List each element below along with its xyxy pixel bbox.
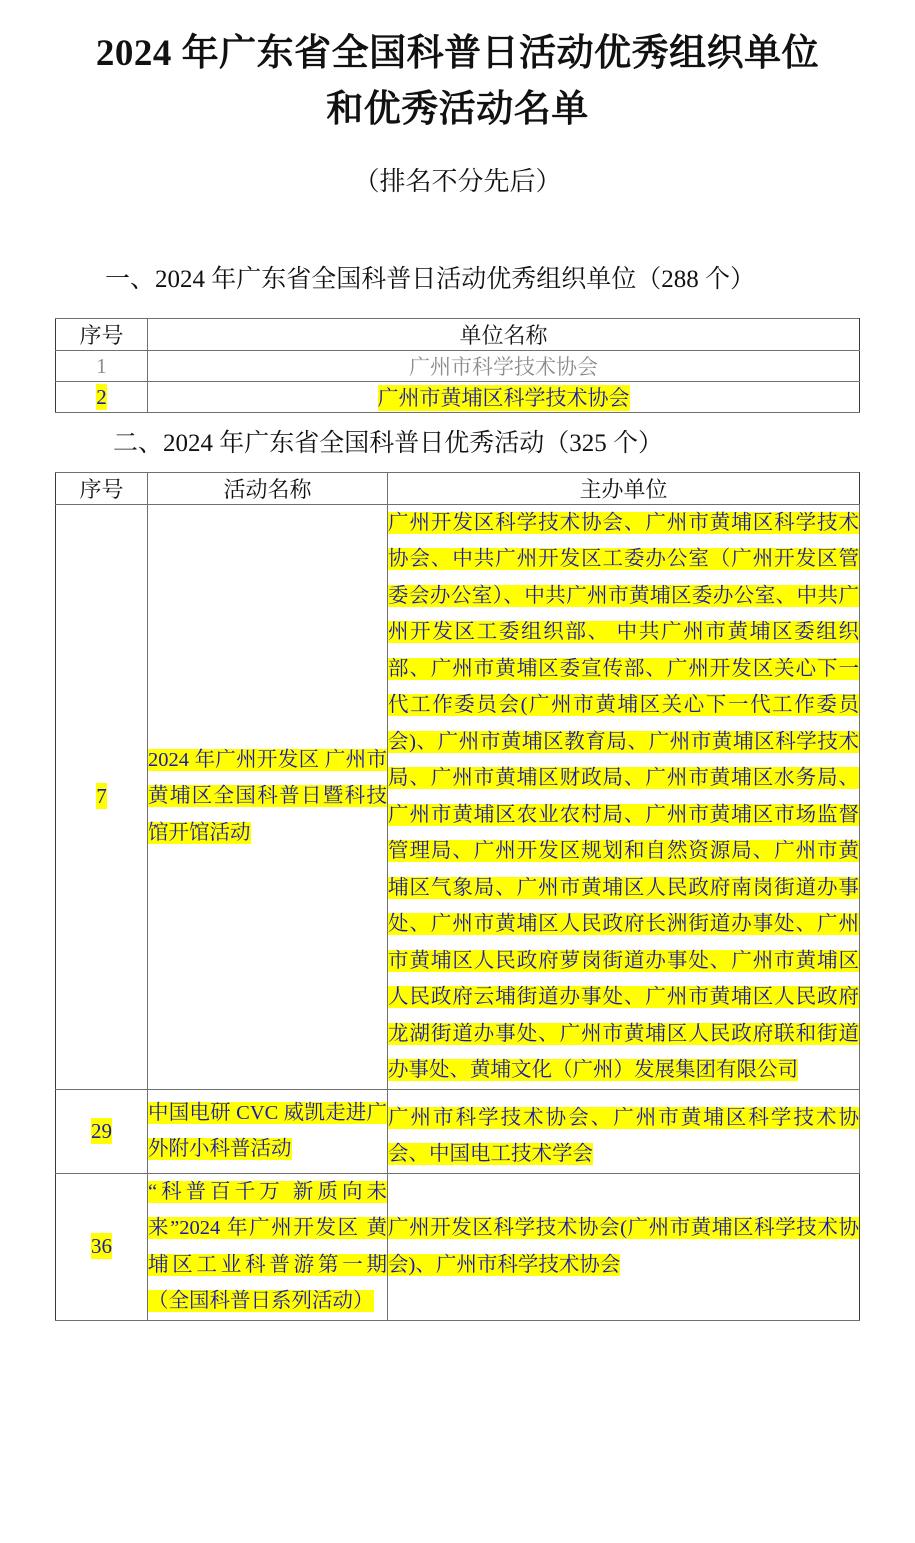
row-activity-name-text: “科普百千万 新质向未来”2024 年广州开发区 黄埔区工业科普游第一期（全国科普日系列活动） (148, 1180, 387, 1313)
organizations-table (55, 318, 860, 413)
row-index (56, 504, 148, 1089)
table-row (56, 504, 860, 1089)
row-organizer (388, 1173, 860, 1320)
activities-table (55, 472, 860, 1321)
table-row (56, 1089, 860, 1173)
row-index-text: 29 (91, 1118, 112, 1143)
row-index (56, 1089, 148, 1173)
column-header-index: 序号 (56, 319, 148, 351)
row-activity-name (148, 504, 388, 1089)
table-header-row (56, 319, 860, 351)
row-index: 1 (56, 351, 148, 382)
table-header-row (56, 472, 860, 504)
row-unit-name (148, 382, 860, 413)
column-header-activity-name: 活动名称 (148, 472, 388, 504)
row-index-text: 7 (96, 784, 107, 809)
row-index (56, 382, 148, 413)
title-subtitle: （排名不分先后） (353, 167, 562, 197)
row-activity-name (148, 1089, 388, 1173)
page-title (55, 0, 860, 138)
row-index-text: 36 (91, 1234, 112, 1259)
row-activity-name-text: 中国电研 CVC 威凯走进广外附小科普活动 (148, 1101, 387, 1161)
table-row (56, 382, 860, 413)
row-organizer-text: 广州开发区科学技术协会(广州市黄埔区科学技术协会)、广州市科学技术协会 (388, 1217, 859, 1276)
table-row (56, 351, 860, 382)
section-one-heading: 一、2024 年广东省全国科普日活动优秀组织单位（288 个） (105, 265, 756, 293)
row-unit-name-text: 广州市黄埔区科学技术协会 (377, 386, 630, 411)
row-organizer-text: 广州开发区科学技术协会、广州市黄埔区科学技术协会、中共广州开发区工委办公室（广州开发区管委会办公室）、中共广州市黄埔区委办公室、中共广州开发区工委组织部、 中共广州市黄埔区委组织部、广州市黄埔区委宣传部、广州开发区关心下一代工作委员会(广州市黄埔区关心下一代工作委员会)、广州市黄埔区教育局、广州市黄埔区科学技术局、广州市黄埔区财政局、广州市黄埔区水务局、广州市黄埔区农业农村局、广州市黄埔区市场监督管理局、广州开发区规划和自然资源局、广州市黄埔区气象局、广州市黄埔区人民政府南岗街道办事处、广州市黄埔区人民政府长洲街道办事处、广州市黄埔区人民政府萝岗街道办事处、广州市黄埔区人民政府云埔街道办事处、广州市黄埔区人民政府龙湖街道办事处、广州市黄埔区人民政府联和街道办事处、黄埔文化（广州）发展集团有限公司 (388, 511, 859, 1082)
table-row (56, 1173, 860, 1320)
row-activity-name-text: 2024 年广州开发区 广州市黄埔区全国科普日暨科技馆开馆活动 (148, 749, 387, 844)
row-index (56, 1173, 148, 1320)
row-organizer (388, 504, 860, 1089)
row-index-text: 2 (96, 384, 107, 409)
section-two-heading: 二、2024 年广东省全国科普日优秀活动（325 个） (113, 430, 664, 458)
row-organizer (388, 1089, 860, 1173)
column-header-unit-name: 单位名称 (148, 319, 860, 351)
row-organizer-text: 广州市科学技术协会、广州市黄埔区科学技术协会、中国电工技术学会 (388, 1106, 859, 1166)
column-header-index: 序号 (56, 472, 148, 504)
column-header-organizer: 主办单位 (388, 472, 860, 504)
row-unit-name: 广州市科学技术协会 (148, 351, 860, 382)
title-line-2: 和优秀活动名单 (326, 89, 589, 131)
title-line-1: 2024 年广东省全国科普日活动优秀组织单位 (95, 33, 820, 74)
row-activity-name (148, 1173, 388, 1320)
